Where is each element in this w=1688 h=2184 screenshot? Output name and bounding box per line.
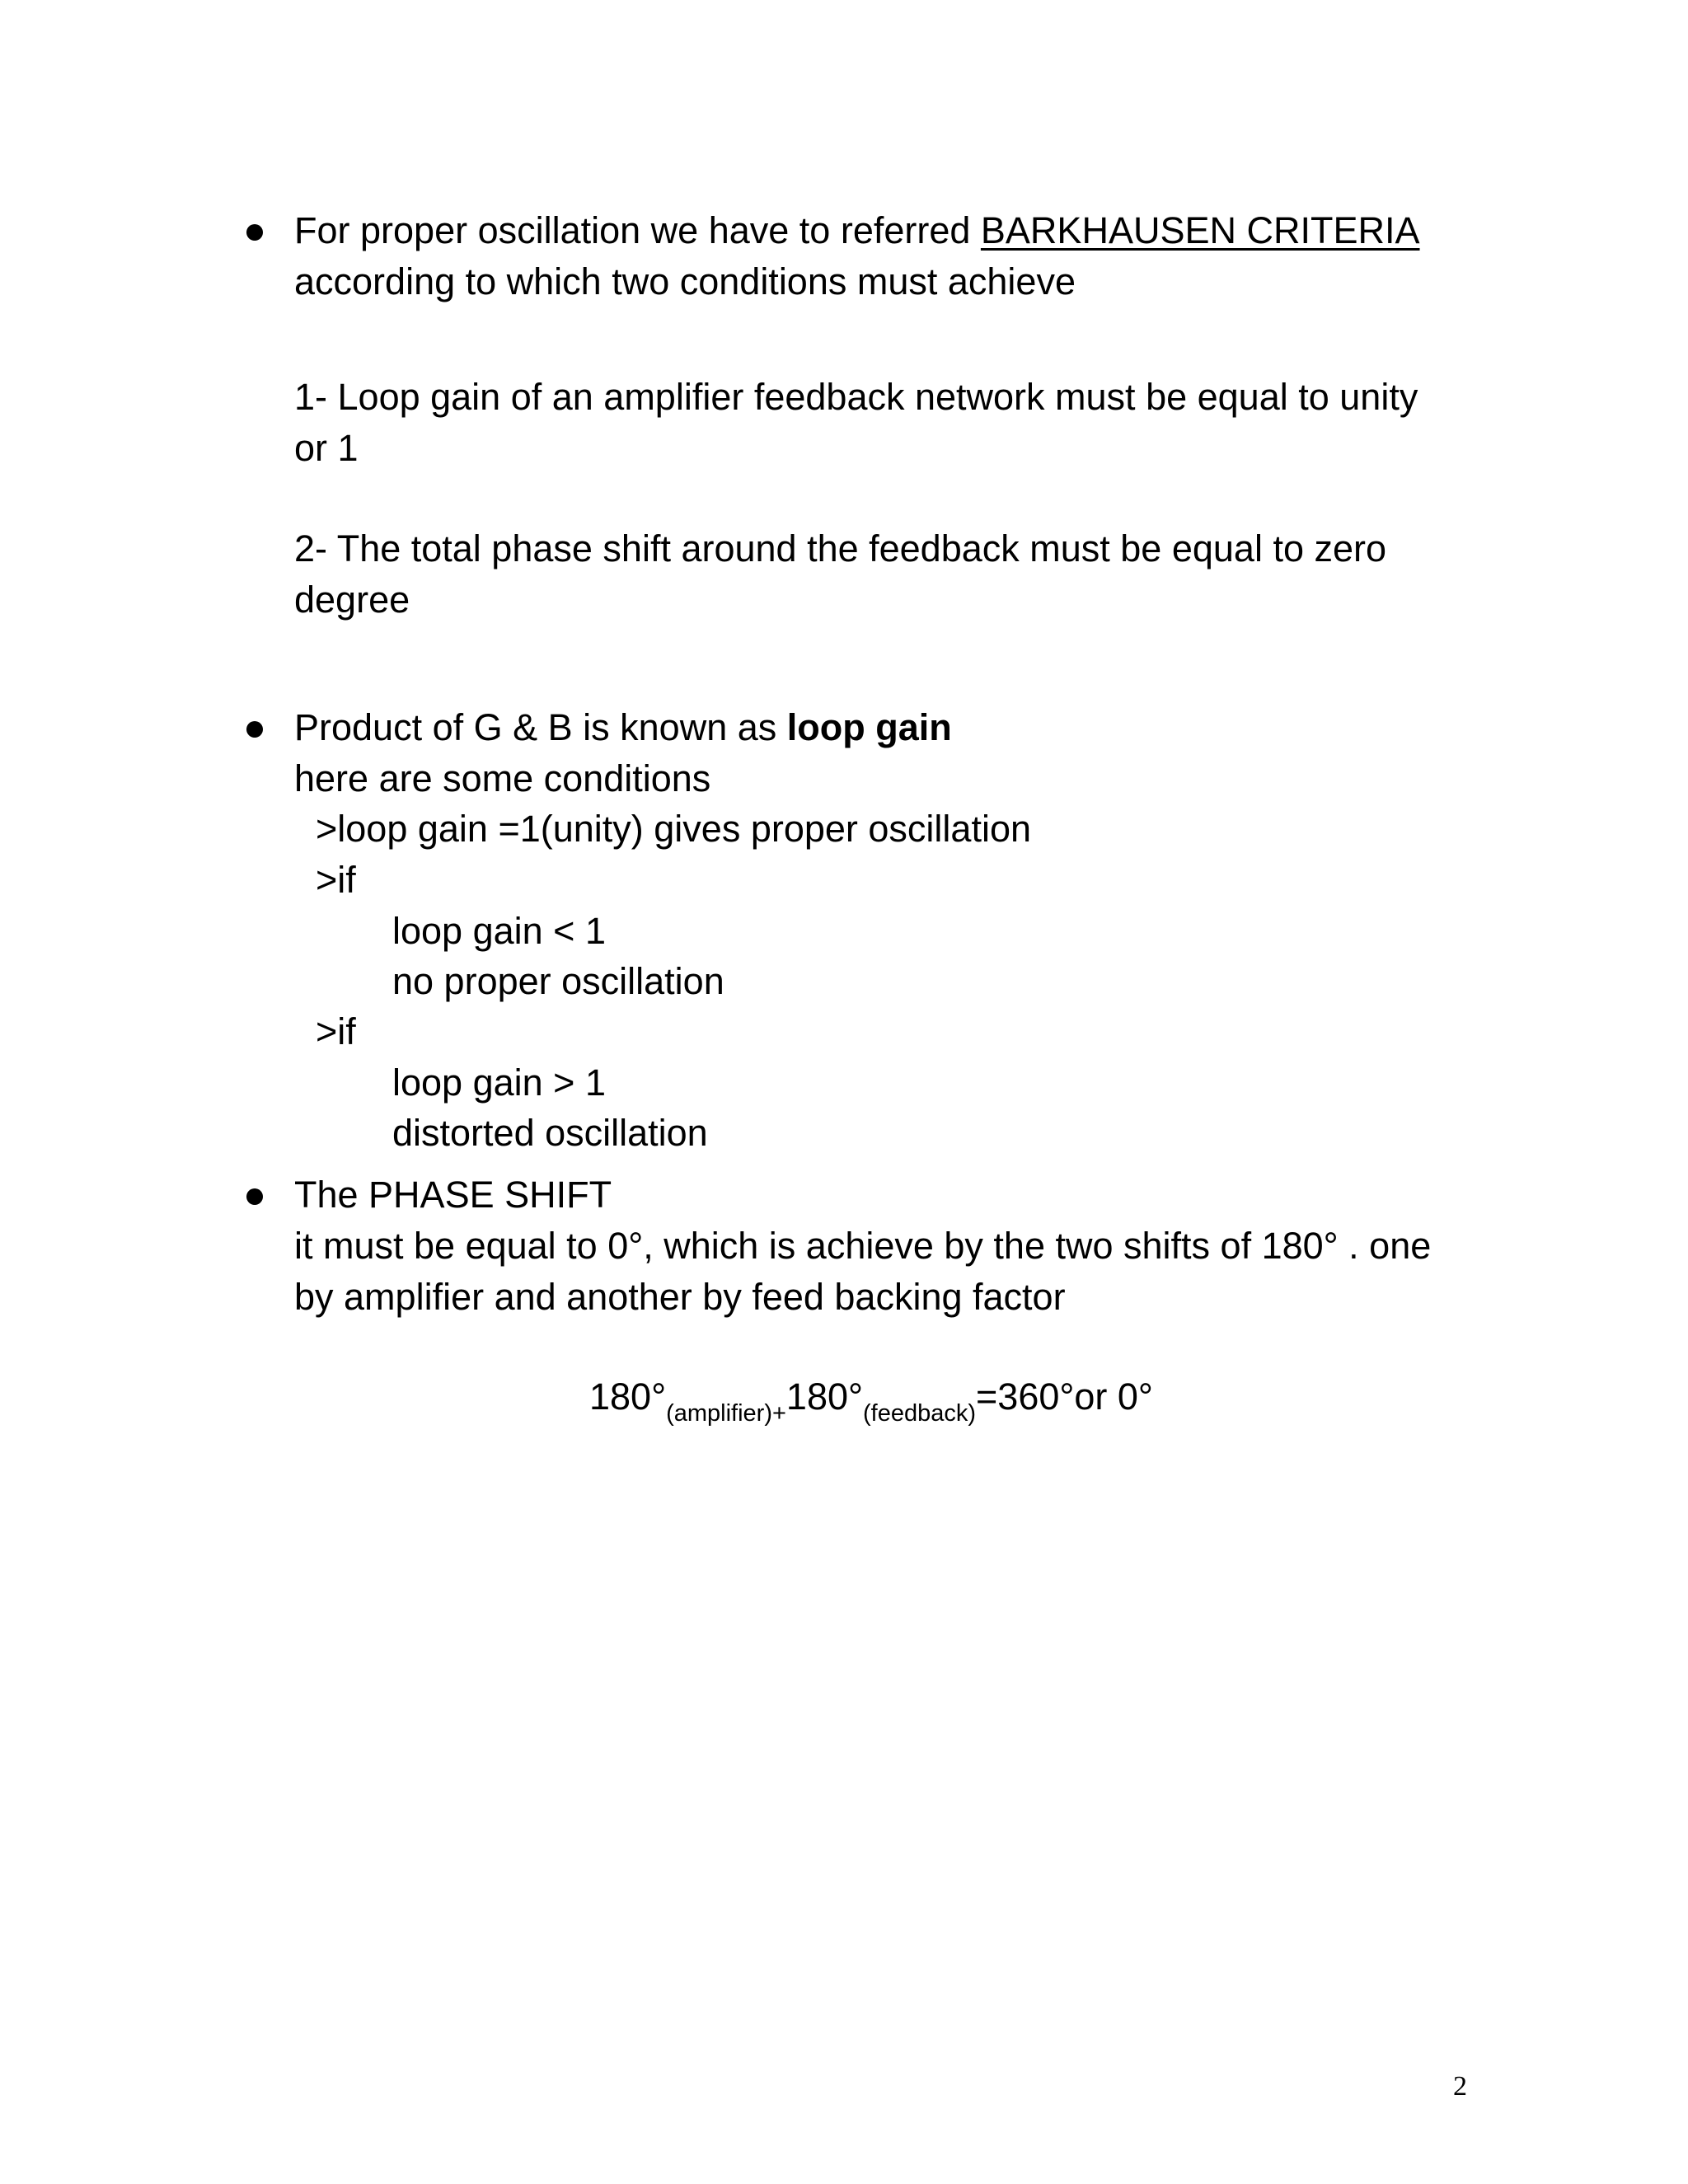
condition1-line2: or 1 [294, 427, 359, 469]
if1-condition: loop gain < 1 [392, 910, 606, 952]
if-label-2: >if [316, 1010, 356, 1052]
phase-equation [589, 1371, 1153, 1439]
bullet3-line1: The PHASE SHIFT [294, 1174, 612, 1216]
bullet3-line3: by amplifier and another by feed backing factor [294, 1276, 1066, 1318]
bullet2-text: Product of G & B is known as [294, 706, 787, 748]
barkhausen-criteria-link: BARKHAUSEN CRITERIA [980, 209, 1420, 251]
condition2-line2: degree [294, 579, 410, 621]
page-number: 2 [1453, 2071, 1467, 2102]
bullet-dot [246, 224, 263, 241]
bullet2-line2: here are some conditions [294, 757, 711, 799]
if2-result: distorted oscillation [392, 1112, 708, 1154]
equation-term2: 180° [785, 1376, 863, 1418]
equation-sub1: (amplifier)+ [666, 1400, 786, 1427]
if1-result: no proper oscillation [392, 960, 724, 1002]
bullet-dot [246, 1188, 263, 1205]
bullet1-line2: according to which two conditions must achieve [294, 260, 1076, 302]
equation-term1: 180° [589, 1376, 667, 1418]
loop-gain-bold: loop gain [786, 706, 952, 748]
bullet1-text: For proper oscillation we have to referred [294, 209, 981, 251]
if2-condition: loop gain > 1 [392, 1062, 606, 1104]
bullet2-line1 [294, 702, 952, 753]
if-label-1: >if [316, 859, 356, 901]
condition1-line1: 1- Loop gain of an amplifier feedback network must be equal to unity [294, 376, 1418, 418]
condition-unity: >loop gain =1(unity) gives proper oscillation [316, 808, 1032, 850]
bullet-dot [246, 721, 263, 738]
condition2-line1: 2- The total phase shift around the feedback must be equal to zero [294, 527, 1387, 569]
equation-result: =360°or 0° [976, 1376, 1153, 1418]
bullet1-line1 [294, 205, 1420, 256]
bullet3-line2: it must be equal to 0°, which is achieve by the two shifts of 180° . one [294, 1225, 1432, 1267]
equation-sub2: (feedback) [863, 1400, 977, 1427]
